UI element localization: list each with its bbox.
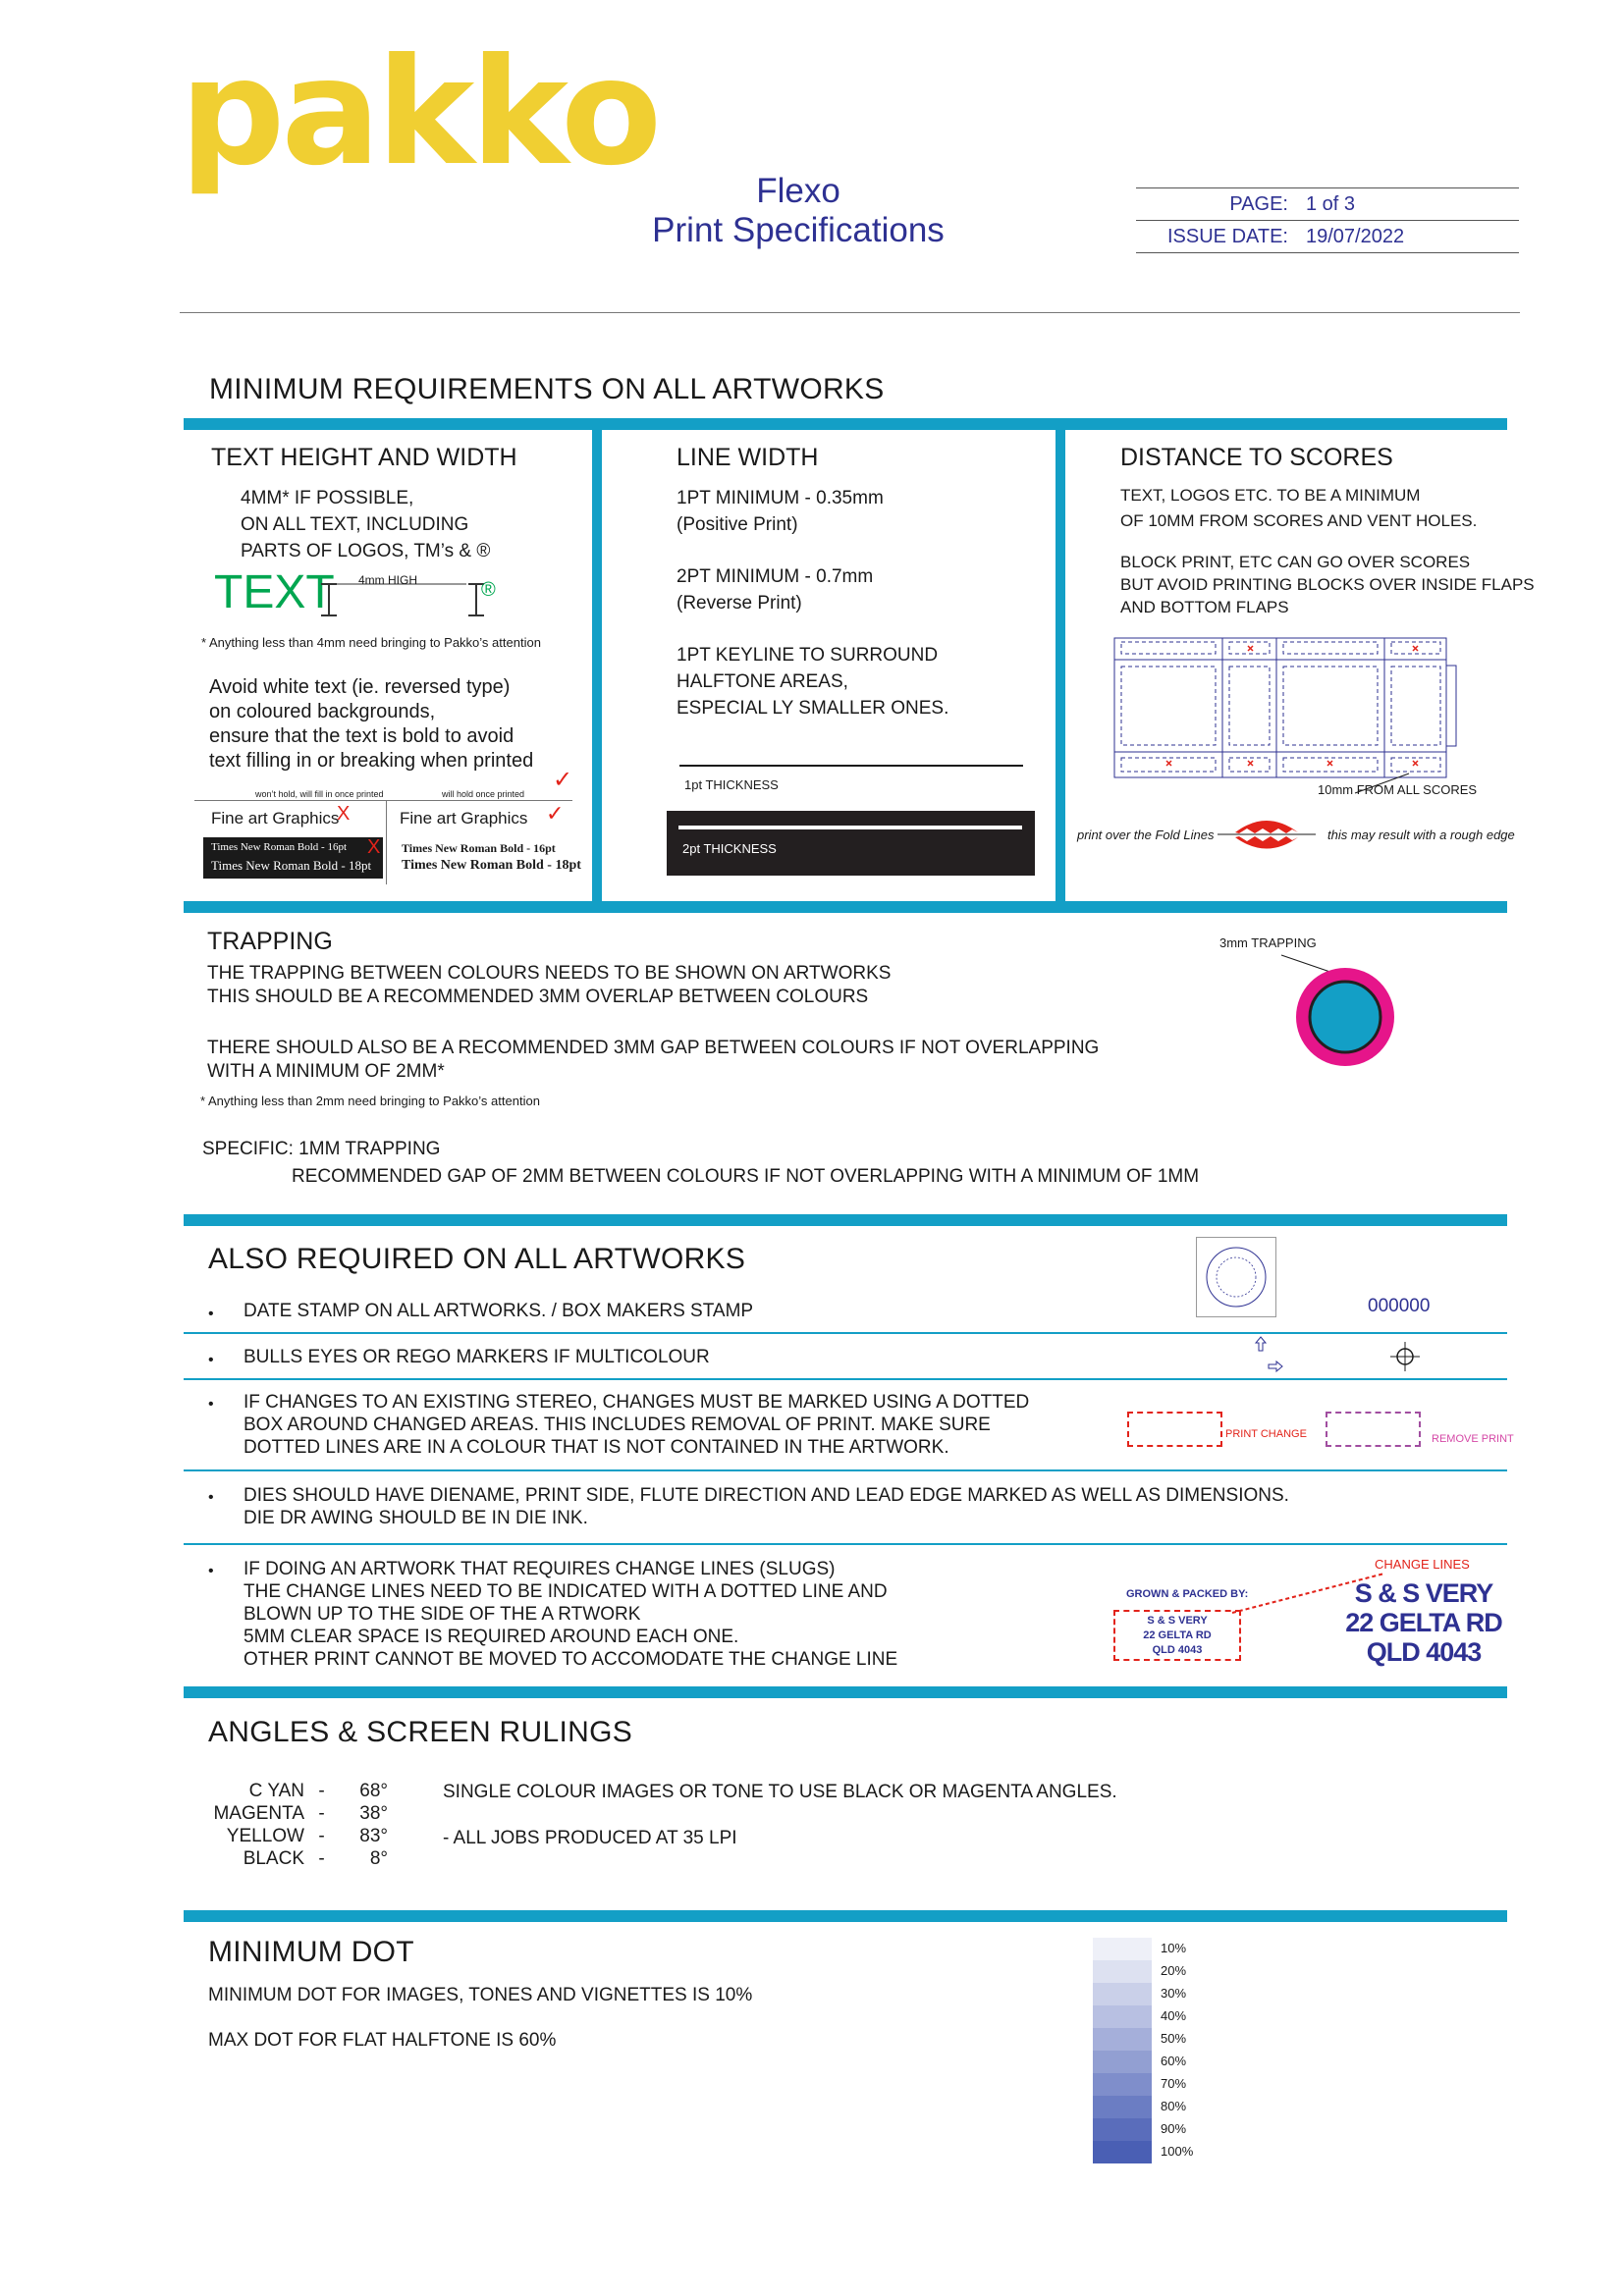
rough-edge-icon (1218, 813, 1316, 856)
trapping-note: * Anything less than 2mm need bringing to Pakko’s attention (200, 1094, 540, 1108)
trapping-specific: SPECIFIC: 1MM TRAPPING (202, 1139, 441, 1159)
bullet-1: • (208, 1306, 214, 1322)
trapping-diagram-label: 3mm TRAPPING (1219, 935, 1317, 950)
page-label: PAGE: (1229, 193, 1288, 215)
scores-distance-label: 10mm FROM ALL SCORES (1318, 782, 1478, 797)
trapping-p1: THE TRAPPING BETWEEN COLOURS NEEDS TO BE SHOWN ON ARTWORKS THIS SHOULD BE A RECOMMENDED 3MM OVERLAP BETWEEN COLOURS (207, 963, 892, 1007)
bulls-eye-icon (1388, 1340, 1422, 1373)
reversed-text-sample (203, 837, 383, 879)
sample-table-top-border (194, 800, 572, 801)
also-title: ALSO REQUIRED ON ALL ARTWORKS (208, 1243, 746, 1275)
tone-swatch-100 (1093, 2141, 1152, 2163)
text-height-note: * Anything less than 4mm need bringing to Pakko’s attention (201, 635, 541, 650)
trapping-specific-2: RECOMMENDED GAP OF 2MM BETWEEN COLOURS IF NOT OVERLAPPING WITH A MINIMUM OF 1MM (292, 1166, 1200, 1187)
issue-meta-row (1136, 220, 1519, 253)
will-hold-label: will hold once printed (442, 789, 525, 799)
tone-label-50: 50% (1161, 2031, 1187, 2046)
tone-label-100: 100% (1161, 2144, 1194, 2159)
date-code: 000000 (1368, 1296, 1431, 1316)
tnr-18-reversed: Times New Roman Bold - 18pt (211, 858, 372, 873)
doc-title-flexo: Flexo (756, 172, 840, 210)
2pt-thickness-label: 2pt THICKNESS (682, 841, 777, 856)
tick-icon-top: ✓ (553, 767, 573, 793)
angle-row-magenta (206, 1802, 393, 1825)
also-rule-4 (184, 1543, 1507, 1545)
box-maker-stamp (1196, 1237, 1276, 1317)
grown-packed-label: GROWN & PACKED BY: (1126, 1588, 1249, 1600)
scores-title: DISTANCE TO SCORES (1120, 444, 1393, 471)
angles-bottom-bar (184, 1910, 1507, 1922)
2pt-line-sample (667, 811, 1035, 876)
bullet-4: • (208, 1489, 214, 1506)
angle-row-cyan (206, 1780, 393, 1802)
frame-divider-2 (1056, 430, 1065, 901)
angle-name: YELLOW (226, 1826, 304, 1846)
angles-p2: - ALL JOBS PRODUCED AT 35 LPI (443, 1828, 737, 1848)
angle-dash: - (318, 1803, 325, 1824)
tnr-16-reversed: Times New Roman Bold - 16pt (211, 841, 348, 853)
tone-swatch-70 (1093, 2073, 1152, 2096)
bullet-5: • (208, 1563, 214, 1579)
tnr-18-sample: Times New Roman Bold - 18pt (402, 858, 581, 873)
line-width-title: LINE WIDTH (677, 444, 819, 471)
change-lines-label: CHANGE LINES (1375, 1557, 1470, 1572)
issue-value: 19/07/2022 (1306, 225, 1405, 247)
cross-icon-fine-art: X (337, 803, 351, 825)
angle-name: C YAN (248, 1781, 304, 1801)
text-sample: TEXT (214, 566, 335, 618)
tone-swatch-80 (1093, 2096, 1152, 2118)
also-rule-2 (184, 1378, 1507, 1380)
angle-dash: - (318, 1781, 325, 1801)
also-item-1: DATE STAMP ON ALL ARTWORKS. / BOX MAKERS STAMP (244, 1301, 754, 1321)
tone-swatch-50 (1093, 2028, 1152, 2051)
registered-mark: ® (481, 579, 496, 601)
rough-edge-label: this may result with a rough edge (1327, 828, 1515, 842)
angle-dash: - (318, 1826, 325, 1846)
scores-p1: TEXT, LOGOS ETC. TO BE A MINIMUM OF 10MM FROM SCORES AND VENT HOLES. (1120, 486, 1478, 530)
tick-icon-fine-art: ✓ (546, 801, 565, 826)
angle-dash: - (318, 1848, 325, 1869)
tone-label-60: 60% (1161, 2054, 1187, 2068)
scores-p2: BLOCK PRINT, ETC CAN GO OVER SCORES BUT AVOID PRINTING BLOCKS OVER INSIDE FLAPS AND BOTTOM FLAPS (1120, 553, 1535, 616)
angle-value: 8° (369, 1848, 388, 1869)
tone-label-40: 40% (1161, 2008, 1187, 2023)
tone-label-20: 20% (1161, 1963, 1187, 1978)
also-rule-3 (184, 1469, 1507, 1471)
angle-value: 83° (359, 1826, 388, 1846)
cross-icon-reversed: X (367, 836, 381, 858)
bullet-2: • (208, 1352, 214, 1368)
minimum-title: MINIMUM REQUIREMENTS ON ALL ARTWORKS (209, 373, 885, 405)
fine-art-sample-thin: Fine art Graphics (211, 809, 340, 828)
stamp-ring-icon (1197, 1238, 1275, 1316)
2pt-white-line (678, 826, 1022, 829)
tone-label-30: 30% (1161, 1986, 1187, 2001)
trapping-circle-diagram (1276, 950, 1414, 1068)
also-rule-1 (184, 1332, 1507, 1334)
remove-print-box (1326, 1412, 1421, 1447)
angles-table (206, 1780, 393, 1870)
tone-swatch-20 (1093, 1960, 1152, 1983)
bullet-3: • (208, 1396, 214, 1413)
header-divider (180, 312, 1520, 313)
line-width-keyline: 1PT KEYLINE TO SURROUND HALFTONE AREAS, ESPECIAL LY SMALLER ONES. (677, 645, 949, 719)
also-item-2: BULLS EYES OR REGO MARKERS IF MULTICOLOUR (244, 1347, 710, 1367)
frame-divider-1 (592, 430, 602, 901)
frame-top (184, 418, 1507, 430)
page-meta-row (1136, 187, 1519, 221)
fine-art-sample-ok: Fine art Graphics (400, 809, 528, 828)
fold-lines-label: print over the Fold Lines (1077, 828, 1215, 842)
also-item-3: IF CHANGES TO AN EXISTING STEREO, CHANGES MUST BE MARKED USING A DOTTED BOX AROUND CHANGED AREAS. THIS INCLUDES REMOVAL OF PRINT. MAKE SURE DOTTED LINES ARE IN A COLOUR THAT IS NOT CONTAINED IN THE ARTWORK. (244, 1392, 1030, 1458)
angles-title: ANGLES & SCREEN RULINGS (208, 1716, 633, 1748)
tone-swatch-60 (1093, 2051, 1152, 2073)
page-value: 1 of 3 (1306, 193, 1356, 215)
print-change-label: PRINT CHANGE (1225, 1428, 1307, 1440)
tone-swatch-40 (1093, 2005, 1152, 2028)
1pt-thickness-label: 1pt THICKNESS (684, 777, 779, 792)
text-height-title: TEXT HEIGHT AND WIDTH (211, 444, 517, 471)
pakko-logo: pakko (180, 27, 659, 198)
tone-label-10: 10% (1161, 1941, 1187, 1955)
also-item-5: IF DOING AN ARTWORK THAT REQUIRES CHANGE LINES (SLUGS) THE CHANGE LINES NEED TO BE INDICATED WITH A DOTTED LINE AND BLOWN UP TO THE SIDE OF THE A RTWORK 5MM CLEAR SPACE IS REQUIRED AROUND EACH ONE. OTHER PRINT CANNOT BE MOVED TO ACCOMODATE THE CHANGE LINE (244, 1559, 898, 1670)
1pt-line-sample (679, 765, 1023, 767)
tone-swatch-90 (1093, 2118, 1152, 2141)
big-address-slug: S & S VERY 22 GELTA RD QLD 4043 (1345, 1578, 1502, 1667)
angle-name: MAGENTA (213, 1803, 304, 1824)
trapping-bottom-bar (184, 1214, 1507, 1226)
line-width-reverse: 2PT MINIMUM - 0.7mm (Reverse Print) (677, 566, 874, 614)
text-height-body: 4MM* IF POSSIBLE, ON ALL TEXT, INCLUDING PARTS OF LOGOS, TM’s & ® (241, 488, 491, 561)
also-item-4: DIES SHOULD HAVE DIENAME, PRINT SIDE, FLUTE DIRECTION AND LEAD EDGE MARKED AS WELL AS DIMENSIONS. DIE DR AWING SHOULD BE IN DIE INK. (244, 1485, 1289, 1528)
tone-label-90: 90% (1161, 2121, 1187, 2136)
angle-row-black (206, 1847, 393, 1870)
dot-title: MINIMUM DOT (208, 1936, 414, 1968)
tone-swatch-10 (1093, 1938, 1152, 1960)
angle-name: BLACK (243, 1848, 304, 1869)
trapping-p2: THERE SHOULD ALSO BE A RECOMMENDED 3MM GAP BETWEEN COLOURS IF NOT OVERLAPPING WITH A MINIMUM OF 2MM* (207, 1038, 1100, 1082)
rego-marker-icon (1247, 1335, 1286, 1376)
line-width-positive: 1PT MINIMUM - 0.35mm (Positive Print) (677, 488, 884, 535)
tone-label-80: 80% (1161, 2099, 1187, 2113)
tnr-16-sample: Times New Roman Bold - 16pt (402, 841, 556, 855)
box-dieline-diagram (1110, 636, 1463, 798)
angle-value: 68° (359, 1781, 388, 1801)
small-address-slug: S & S VERY 22 GELTA RD QLD 4043 (1113, 1610, 1241, 1661)
white-text-advice: Avoid white text (ie. reversed type) on coloured backgrounds, ensure that the text is bold to avoid text filling in or breaking when printed (209, 676, 534, 772)
trapping-title: TRAPPING (207, 928, 333, 955)
tone-label-70: 70% (1161, 2076, 1187, 2091)
wont-hold-label: won’t hold, will fill in once printed (255, 789, 384, 799)
mm-high-label: 4mm HIGH (358, 573, 417, 587)
sample-table-divider (386, 800, 387, 884)
dot-p2: MAX DOT FOR FLAT HALFTONE IS 60% (208, 2030, 557, 2051)
dot-p1: MINIMUM DOT FOR IMAGES, TONES AND VIGNETTES IS 10% (208, 1985, 753, 2005)
print-change-box (1127, 1412, 1222, 1447)
also-bottom-bar (184, 1686, 1507, 1698)
angle-row-yellow (206, 1825, 393, 1847)
tone-swatch-30 (1093, 1983, 1152, 2005)
doc-title-specs: Print Specifications (652, 211, 945, 249)
frame-bottom (184, 901, 1507, 913)
angles-p1: SINGLE COLOUR IMAGES OR TONE TO USE BLACK OR MAGENTA ANGLES. (443, 1782, 1117, 1802)
issue-label: ISSUE DATE: (1167, 225, 1288, 247)
remove-print-label: REMOVE PRINT (1432, 1433, 1514, 1445)
angle-value: 38° (359, 1803, 388, 1824)
